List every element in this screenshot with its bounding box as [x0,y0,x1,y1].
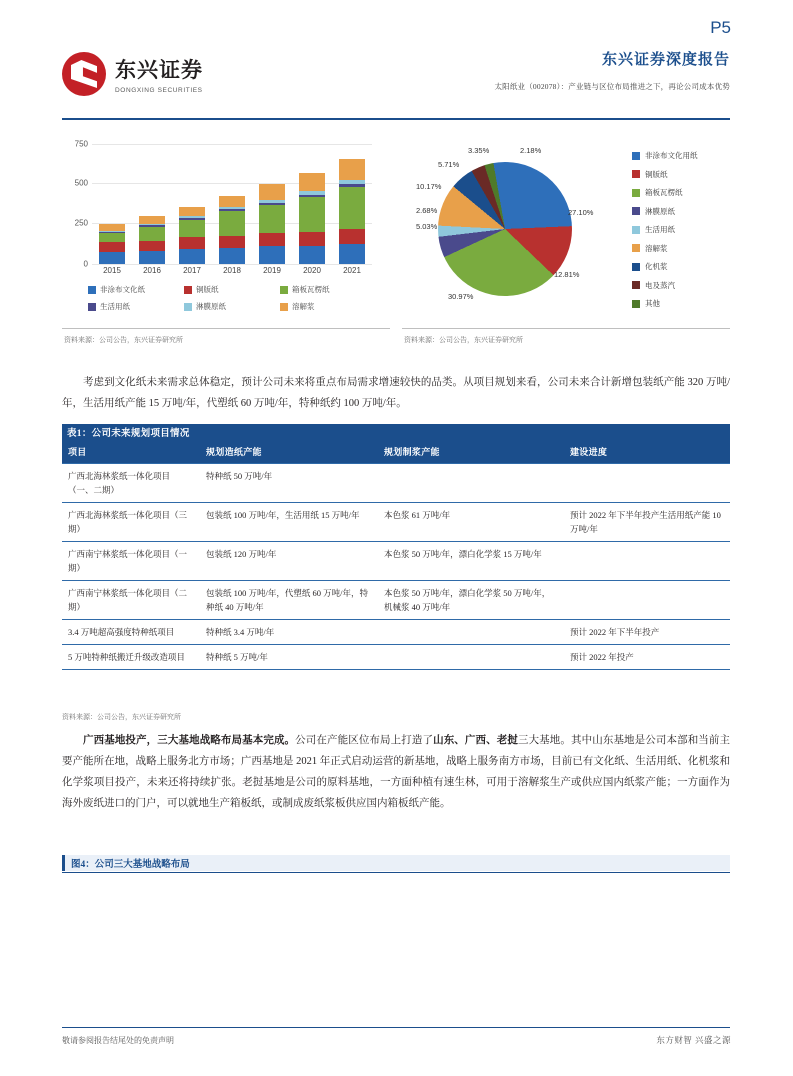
pie-area [416,144,624,314]
legend-label: 生活用纸 [645,225,675,234]
footer-divider [62,1027,730,1028]
bar-column [339,159,365,264]
legend-item [632,206,724,217]
bar-segment [259,205,285,233]
chart-top-rule [62,136,390,137]
bar-segment [139,216,165,224]
table-cell: 5 万吨特种纸搬迁升级改造项目 [62,645,200,670]
legend-swatch [632,170,640,178]
bar-segment [99,233,125,242]
table-cell: 广西南宁林浆纸一体化项目（一期） [62,542,200,581]
x-tick-label: 2016 [143,266,161,275]
footer-disclaimer: 敬请参阅报告结尾处的免责声明 [62,1036,174,1045]
pie-value-label: 30.97% [448,292,474,301]
table-header-cell: 规划制浆产能 [378,440,564,464]
pie-value-label: 27.10% [568,208,594,217]
table-caption: 表1：公司未来规划项目情况 [62,424,730,440]
pie-graphic [438,162,572,296]
x-tick-label: 2015 [103,266,121,275]
legend-label: 溶解浆 [645,243,668,253]
table-cell: 广西南宁林浆纸一体化项目（二期） [62,581,200,620]
bar-segment [299,246,325,264]
bar-segment [139,241,165,252]
bar-segment [179,207,205,216]
page-header [62,48,730,110]
legend-swatch [184,286,192,294]
legend-label: 化机浆 [645,262,668,271]
bar-segment [299,197,325,232]
bar-segment [179,237,205,248]
legend-label: 淋膜原纸 [196,302,226,311]
bar-chart-x-axis [92,266,372,275]
table-cell [564,581,730,620]
legend-label: 箱板瓦楞纸 [645,188,683,197]
bar-segment [219,248,245,264]
report-subtitle: 太阳纸业（002078）：产业链与区位布局推进之下，再论公司成本优势 [494,82,730,91]
legend-label: 溶解浆 [292,302,315,311]
table-cell: 本色浆 50 万吨/年，漂白化学浆 50 万吨/年，机械浆 40 万吨/年 [378,581,564,620]
table-row [62,464,730,503]
bar-segment [99,224,125,231]
legend-label: 铜版纸 [196,285,219,294]
legend-label: 箱板瓦楞纸 [292,285,330,294]
table-cell: 广西北海林浆纸一体化项目（一、二期） [62,464,200,503]
bar-series-area [92,142,372,264]
legend-item [280,284,376,295]
logo-name-cn: 东兴证券 [115,58,203,82]
header-right [494,48,730,92]
y-tick: 750 [74,139,88,149]
x-tick-label: 2019 [263,266,281,275]
legend-swatch [632,189,640,197]
legend-item [88,301,184,312]
bar-column [219,196,245,264]
bar-segment [219,211,245,235]
y-tick: 500 [74,178,88,188]
legend-label: 淋膜原纸 [645,206,675,216]
legend-item [280,301,376,312]
table-cell: 广西北海林浆纸一体化项目（三期） [62,503,200,542]
table-cell: 包装纸 100 万吨/年，代塑纸 60 万吨/年，特种纸 40 万吨/年 [200,581,378,620]
legend-item [184,301,280,312]
legend-swatch [88,303,96,311]
chart-source: 资料来源：公司公告，东兴证券研究所 [404,336,523,344]
table-cell: 3.4 万吨超高强度特种纸项目 [62,620,200,645]
legend-item [632,169,724,180]
x-tick-label: 2021 [343,266,361,275]
bar-column [179,207,205,264]
bar-segment [299,173,325,191]
table-cell [378,464,564,503]
paragraph-2 [62,730,730,814]
pie-value-label: 2.68% [416,206,438,215]
table-cell: 包装纸 100 万吨/年，生活用纸 15 万吨/年 [200,503,378,542]
paragraph-2-lead: 广西基地投产，三大基地战略布局基本完成。 [83,735,296,746]
bar-segment [299,232,325,246]
table-cell: 预计 2022 年下半年投产生活用纸产能 10 万吨/年 [564,503,730,542]
bar-segment [219,196,245,207]
legend-swatch [280,303,288,311]
table-cell: 特种纸 5 万吨/年 [200,645,378,670]
bar-segment [339,159,365,180]
logo-name-en: DONGXING SECURITIES [115,87,203,94]
bar-chart [62,136,390,348]
bar-segment [339,229,365,244]
legend-label: 铜版纸 [645,169,668,179]
pie-value-label: 10.17% [416,182,442,191]
table-header-cell: 规划造纸产能 [200,440,378,464]
pie-chart [402,136,730,348]
table-cell: 预计 2022 年投产 [564,645,730,670]
table-cell [564,542,730,581]
figure-caption: 图4：公司三大基地战略布局 [62,855,730,871]
pie-value-label: 5.71% [438,160,460,169]
bar-column [259,184,285,264]
footer-slogan: 东方财智 兴盛之源 [656,1035,731,1045]
bar-segment [179,249,205,264]
y-tick: 250 [74,218,88,228]
legend-swatch [632,152,640,160]
bar-segment [139,251,165,264]
legend-item [632,150,724,161]
brand-logo [62,52,203,96]
pie-chart-legend [632,150,724,317]
legend-swatch [632,226,640,234]
pie-value-label: 5.03% [416,222,438,231]
table-cell: 本色浆 61 万吨/年 [378,503,564,542]
table-cell: 预计 2022 年下半年投产 [564,620,730,645]
legend-label: 其他 [645,299,660,308]
legend-swatch [632,207,640,215]
table-header-cell: 项目 [62,440,200,464]
table-cell: 本色浆 50 万吨/年，漂白化学浆 15 万吨/年 [378,542,564,581]
table-row [62,542,730,581]
plan-table [62,440,730,670]
table-row [62,645,730,670]
gridline [92,264,372,265]
source-divider [402,328,730,329]
source-divider [62,328,390,329]
bar-segment [339,244,365,264]
table-header-row [62,440,730,464]
bar-chart-legend [88,284,388,318]
table-cell [378,620,564,645]
pie-value-label: 3.35% [468,146,490,155]
charts-row [62,136,730,348]
table-cell: 包装纸 120 万吨/年 [200,542,378,581]
legend-label: 非涂布文化用纸 [645,151,698,160]
table-cell [378,645,564,670]
y-tick: 0 [83,259,88,269]
legend-label: 电及蒸汽 [645,280,675,290]
bar-column [99,224,125,264]
legend-item [88,284,184,295]
table-header-cell: 建设进度 [564,440,730,464]
pie-value-label: 2.18% [520,146,542,155]
bar-segment [259,233,285,246]
table-row [62,503,730,542]
table-row [62,581,730,620]
logo-text [115,54,203,94]
legend-item [632,243,724,254]
x-tick-label: 2020 [303,266,321,275]
legend-swatch [632,244,640,252]
legend-item [632,280,724,291]
bar-segment [179,220,205,237]
legend-swatch [280,286,288,294]
page-number: P5 [710,18,731,37]
table-row [62,620,730,645]
paragraph-1: 考虑到文化纸未来需求总体稳定，预计公司未来将重点布局需求增速较快的品类。从项目规划来看，公司未来合计新增包装纸产能 320 万吨/年，生活用纸产能 15 万吨/年，代塑纸 60 万吨/年，特种纸约 100 万吨/年。 [62,377,730,409]
legend-item [632,224,724,235]
legend-label: 生活用纸 [100,302,130,311]
bar-segment [259,246,285,264]
legend-item [184,284,280,295]
table-source: 资料来源：公司公告，东兴证券研究所 [62,713,181,721]
figure-divider [62,872,730,873]
legend-swatch [88,286,96,294]
legend-item [632,298,724,309]
bar-segment [99,242,125,252]
legend-swatch [632,263,640,271]
report-title: 东兴证券深度报告 [601,52,730,68]
bar-segment [259,184,285,199]
legend-item [632,187,724,198]
legend-swatch [184,303,192,311]
x-tick-label: 2018 [223,266,241,275]
table-cell [564,464,730,503]
legend-swatch [632,300,640,308]
paragraph-2-text-2: 三大基地。其中山东基地是公司本部和当前主要产能所在地，战略上服务北方市场；广西基地是 2021 年正式启动运营的新基地，战略上服务南方市场，目前已有文化纸、生活用纸、化机浆和化学浆项目投产，未来还将持续扩张。老挝基地是公司的原料基地，一方面种植有速生林，可用于溶解浆生产或供应国内纸浆产能；一方面作为海外废纸进口的门户，可以就地生产箱板纸，或制成废纸浆板供应国内箱板纸产能。 [62,735,731,809]
paragraph-2-text-1: 公司在产能区位布局上打造了 [295,735,434,746]
legend-label: 非涂布文化纸 [100,285,145,294]
bar-segment [339,187,365,228]
header-divider [62,118,730,120]
bar-segment [139,227,165,241]
chart-source: 资料来源：公司公告，东兴证券研究所 [64,336,183,344]
table-cell: 特种纸 50 万吨/年 [200,464,378,503]
legend-swatch [632,281,640,289]
pie-value-label: 12.81% [554,270,580,279]
logo-mark-icon [62,52,106,96]
bar-chart-y-axis [62,139,92,269]
bar-segment [219,236,245,248]
chart-top-rule [402,136,730,137]
bar-column [299,173,325,264]
paragraph-2-bases: 山东、广西、老挝 [433,735,518,746]
bar-segment [99,252,125,264]
x-tick-label: 2017 [183,266,201,275]
bar-column [139,216,165,264]
table-cell: 特种纸 3.4 万吨/年 [200,620,378,645]
legend-item [632,261,724,272]
